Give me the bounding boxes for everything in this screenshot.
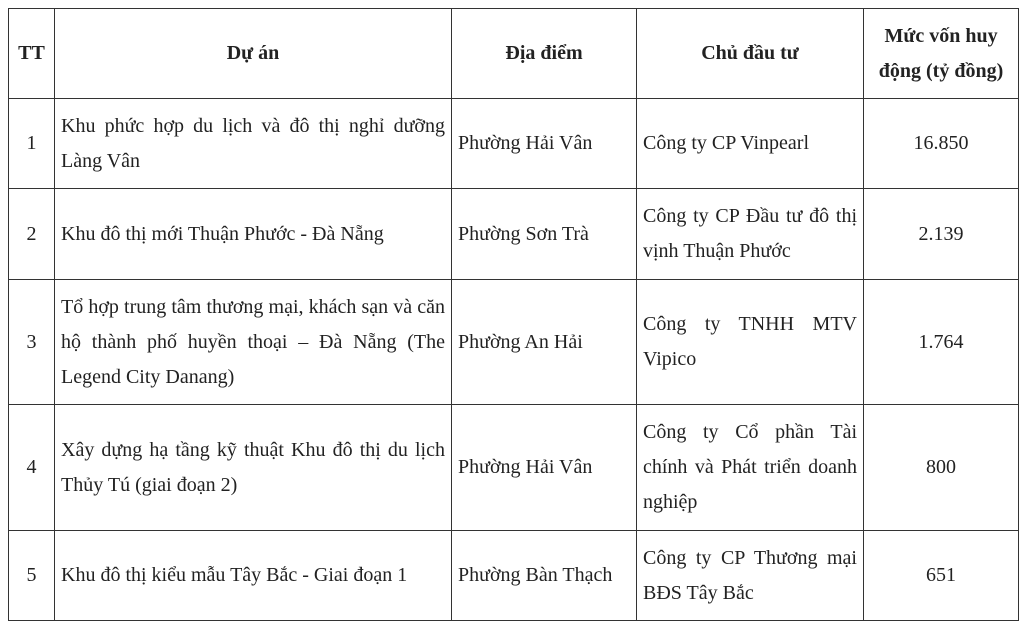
project-location: Phường Hải Vân bbox=[452, 405, 637, 531]
project-name: Tổ hợp trung tâm thương mại, khách sạn và căn hộ thành phố huyền thoại – Đà Nẵng (The Legend City Danang) bbox=[55, 280, 452, 405]
project-name: Khu đô thị mới Thuận Phước - Đà Nẵng bbox=[55, 189, 452, 280]
project-name: Xây dựng hạ tầng kỹ thuật Khu đô thị du lịch Thủy Tú (giai đoạn 2) bbox=[55, 405, 452, 531]
row-number: 1 bbox=[9, 99, 55, 189]
header-row bbox=[9, 9, 1019, 99]
header-investor: Chủ đầu tư bbox=[637, 9, 864, 99]
project-name: Khu đô thị kiểu mẫu Tây Bắc - Giai đoạn 1 bbox=[55, 531, 452, 621]
project-capital: 800 bbox=[864, 405, 1019, 531]
project-capital: 1.764 bbox=[864, 280, 1019, 405]
project-location: Phường An Hải bbox=[452, 280, 637, 405]
project-location: Phường Hải Vân bbox=[452, 99, 637, 189]
header-project: Dự án bbox=[55, 9, 452, 99]
row-number: 2 bbox=[9, 189, 55, 280]
project-investor: Công ty TNHH MTV Vipico bbox=[637, 280, 864, 405]
project-location: Phường Bàn Thạch bbox=[452, 531, 637, 621]
table-row bbox=[9, 99, 1019, 189]
project-location: Phường Sơn Trà bbox=[452, 189, 637, 280]
project-capital: 651 bbox=[864, 531, 1019, 621]
project-capital: 16.850 bbox=[864, 99, 1019, 189]
project-name: Khu phức hợp du lịch và đô thị nghỉ dưỡng Làng Vân bbox=[55, 99, 452, 189]
row-number: 3 bbox=[9, 280, 55, 405]
table-row bbox=[9, 280, 1019, 405]
project-investor: Công ty CP Đầu tư đô thị vịnh Thuận Phước bbox=[637, 189, 864, 280]
row-number: 5 bbox=[9, 531, 55, 621]
header-tt: TT bbox=[9, 9, 55, 99]
projects-table bbox=[8, 8, 1019, 621]
project-investor: Công ty CP Thương mại BĐS Tây Bắc bbox=[637, 531, 864, 621]
table-row bbox=[9, 531, 1019, 621]
project-capital: 2.139 bbox=[864, 189, 1019, 280]
table-row bbox=[9, 189, 1019, 280]
row-number: 4 bbox=[9, 405, 55, 531]
header-capital: Mức vốn huy động (tỷ đồng) bbox=[864, 9, 1019, 99]
table-row bbox=[9, 405, 1019, 531]
project-investor: Công ty CP Vinpearl bbox=[637, 99, 864, 189]
header-location: Địa điểm bbox=[452, 9, 637, 99]
project-investor: Công ty Cổ phần Tài chính và Phát triển doanh nghiệp bbox=[637, 405, 864, 531]
